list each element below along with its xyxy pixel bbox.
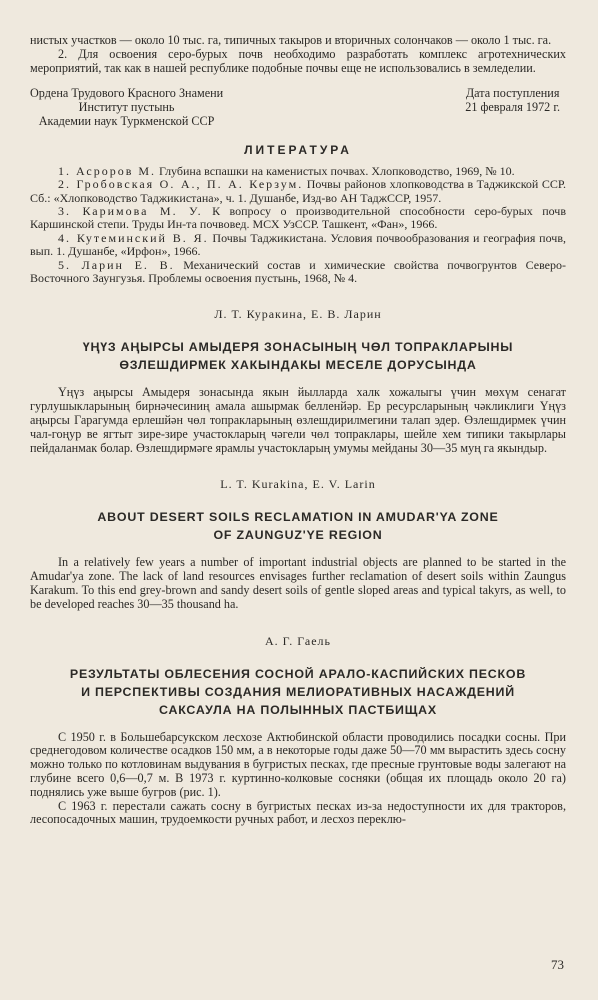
- reference-item: [30, 178, 566, 205]
- institution-line-2: Институт пустынь: [78, 100, 175, 115]
- reference-author: 4. Кутеминский В. Я.: [58, 230, 209, 245]
- next-article-title: [30, 665, 566, 719]
- english-article-authors: L. T. Kurakina, E. V. Larin: [220, 477, 376, 492]
- reference-item: [30, 205, 566, 232]
- turkmen-article-authors: Л. Т. Куракина, Е. В. Ларин: [214, 307, 382, 322]
- reference-item: [30, 232, 566, 259]
- reference-item: [30, 259, 566, 286]
- turkmen-article-title: [30, 338, 566, 374]
- next-title-line-3: САКСАУЛА НА ПОЛЫННЫХ ПАСТБИЩАХ: [159, 702, 437, 717]
- reference-author: 2. Гробовская О. А., П. А. Керзум.: [58, 177, 304, 192]
- english-title-line-2: OF ZAUNGUZ'YE REGION: [213, 528, 383, 543]
- reference-list: [30, 165, 566, 286]
- next-title-line-2: И ПЕРСПЕКТИВЫ СОЗДАНИЯ МЕЛИОРАТИВНЫХ НАСАЖДЕНИЙ: [81, 684, 515, 699]
- english-abstract: In a relatively few years a number of important industrial objects are planned to be started in the Amudar'ya zone. The lack of land resources envisages further reclamation of desert soils within Zaungus Karakum. To this end grey-brown and sandy desert soils of gentle sloped areas and typical takyrs, as well, to be developed reaches 30—35 thousand ha.: [30, 555, 566, 611]
- next-article-authors: А. Г. Гаель: [264, 633, 331, 648]
- turkmen-abstract: Үңүз аңырсы Амыдеря зонасында якын йылларда халк хожалыгы үчин мөхүм сенагат гурлушыкларының бирнәчесиниң амала ашырмак белленйәр. Ер ресурсларының чәкликлиги Үңүз аңырсы Гарагумда ерлешйән чөл топракларының өзлешдирилмегини талап эдер. Өзлешдирмек үчин чал-гоңур ве ягтыт зире-зире участокларың чәгели чөл топраклары, шейле хем типики такырлары пейдаланмак болар. Өзлешдирмәге ярамлы участокларың умумы мейданы 30—35 муң га якындыр.: [30, 385, 566, 455]
- received-date-value: 21 февраля 1972 г.: [465, 100, 560, 115]
- next-article-paragraph-1: С 1950 г. в Большебарсукском лесхозе Актюбинской области проводились посадки сосны. При среднегодовом количестве осадков 150 мм, а в некоторые годы даже 50—70 мм вырастить здесь сосну можно только по котловинам выдувания в бугристых песках, где пресные грунтовые воды залегают на глубине всего 0,6—0,7 м. В 1973 г. куртинно-колковые сосняки (общая их площадь около 20 га) поднялись уже выше бугров (рис. 1).: [30, 729, 566, 799]
- received-date: [465, 87, 560, 128]
- next-article-paragraph-2: С 1963 г. перестали сажать сосну в бугристых песках из-за недоступности их для тракторов, лесопосадочных машин, трудоемкости ручных работ, и лесхоз переклю-: [30, 798, 566, 827]
- reference-author: 3. Каримова М. У.: [58, 204, 203, 218]
- reference-author: 5. Ларин Е. В.: [58, 257, 175, 272]
- turkmen-title-line-2: ӨЗЛЕШДИРМЕК ХАКЫНДАКЫ МЕСЕЛЕ ДОРУСЫНДА: [119, 358, 477, 373]
- turkmen-title-line-1: ҮҢҮЗ АҢЫРСЫ АМЫДЕРЯ ЗОНАСЫНЫҢ ЧӨЛ ТОПРАКЛАРЫНЫ: [82, 340, 514, 355]
- reference-text: Почвы Таджикистана. Условия почвообразования и география почв, вып. 1. Душанбе, «Ирфон», 1966.: [30, 230, 566, 259]
- affiliation-block: [30, 87, 566, 128]
- reference-text: Глубина вспашки на каменистых почвах. Хлопководство, 1969, № 10.: [156, 163, 515, 178]
- institution: [30, 87, 223, 128]
- institution-line-1: Ордена Трудового Красного Знамени: [30, 86, 224, 101]
- page-number: 73: [551, 957, 564, 972]
- reference-text: К вопросу о производительной способности серо-бурых почв Каршинской степи. Труды Ин-та почвовед. МСХ УзССР. Ташкент, «Фан», 1966.: [30, 204, 567, 232]
- institution-line-3: Академии наук Туркменской ССР: [38, 113, 215, 128]
- reference-text: Механический состав и химические свойства почвогрунтов Северо-Восточного Заунгузья. Проблемы освоения пустынь, 1968, № 4.: [30, 257, 566, 286]
- intro-paragraph-1: нистых участков — около 10 тыс. га, типичных такыров и вторичных солончаков — около 1 тыс. га.: [30, 33, 552, 47]
- literature-heading: ЛИТЕРАТУРА: [244, 142, 352, 157]
- received-date-label: Дата поступления: [465, 86, 560, 101]
- english-article-title: [30, 508, 566, 544]
- english-title-line-1: ABOUT DESERT SOILS RECLAMATION IN AMUDAR'YA ZONE: [97, 510, 499, 525]
- reference-author: 1. Асроров М.: [58, 163, 157, 178]
- intro-paragraph-2: 2. Для освоения серо-бурых почв необходимо разработать комплекс агротехнических мероприятий, так как в нашей республике подобные почвы еще не использовались в земледелии.: [30, 46, 566, 75]
- reference-text: Почвы районов хлопководства в Таджикской ССР. Сб.: «Хлопководство Таджикистана», ч. 1. Душанбе, Изд-во АН ТаджССР, 1957.: [30, 177, 567, 205]
- reference-item: [30, 165, 566, 178]
- next-title-line-1: РЕЗУЛЬТАТЫ ОБЛЕСЕНИЯ СОСНОЙ АРАЛО-КАСПИЙСКИХ ПЕСКОВ: [69, 666, 527, 681]
